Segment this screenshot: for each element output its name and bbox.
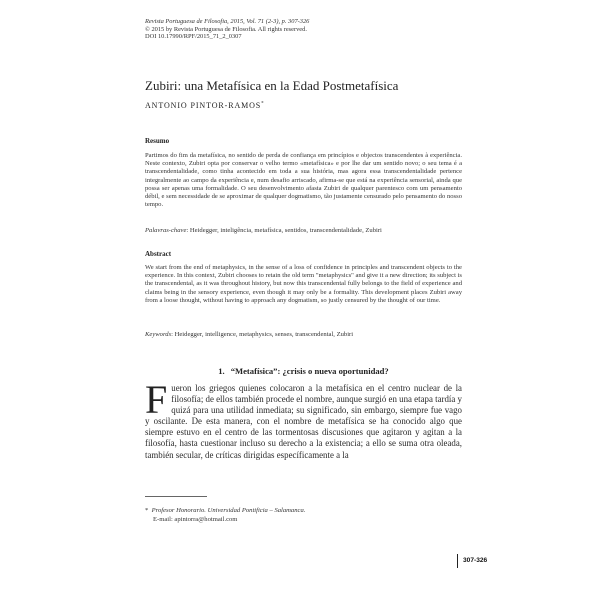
resumo-keywords-list: : Heidegger, inteligência, metafísica, sentidos, transcendentalidade, Zubiri	[186, 227, 382, 234]
page-number-bar	[457, 554, 458, 568]
footnote-email: E-mail: apintorra@hotmail.com	[153, 516, 238, 523]
author-footnote-marker: *	[261, 101, 264, 107]
resumo-keywords-label: Palavras-chave	[145, 227, 187, 234]
footnote-affiliation	[145, 506, 462, 515]
abstract-keywords-list: : Heidegger, intelligence, metaphysics, senses, transcendental, Zubiri	[171, 331, 354, 338]
footnote	[145, 506, 462, 524]
article-title: Zubiri: una Metafísica en la Edad Postmetafísica	[145, 78, 399, 93]
section-number: 1.	[218, 366, 225, 376]
footnote-role: Profesor Honorario.	[151, 507, 206, 514]
body-paragraph	[145, 377, 462, 461]
drop-cap: F	[145, 377, 168, 422]
copyright-line: © 2015 by Revista Portuguesa de Filosofia. All rights reserved.	[145, 25, 307, 33]
abstract-keywords	[145, 331, 462, 339]
abstract-heading: Abstract	[145, 250, 172, 258]
resumo-keywords	[145, 227, 462, 235]
section-heading	[145, 366, 462, 376]
footnote-institution: Universidad Pontificia – Salamanca.	[207, 507, 306, 514]
resumo-heading: Resumo	[145, 137, 170, 145]
abstract-keywords-label: Keywords	[145, 331, 172, 338]
footnote-divider	[145, 496, 207, 497]
footnote-marker: *	[145, 507, 149, 514]
resumo-text: Partimos do fim da metafísica, no sentido de perda de confiança em princípios e objectos transcendentes à experiência. Neste contexto, Zubiri opta por conservar o velho termo «metafísica» e por lhe dar um sentido novo; o seu tema é a transcendentalidade, como tinha acontecido em toda a sua história, mas agora essa transcendentalidade pertence integralmente ao campo da experiência e, num desafio arriscado, afirma-se que está na experiência sensorial, ainda que possa ser apenas uma formalidade. O seu desenvolvimento afasta Zubiri de qualquer parentesco com um pensamento débil, e sem necessidade de se aproximar de qualquer dogmatismo, tão justamente censurado pelo pensamento do nosso tempo.	[145, 152, 462, 209]
abstract-text: We start from the end of metaphysics, in the sense of a loss of confidence in principles and transcendent objects to the experience. In this context, Zubiri chooses to retain the old term "metaphysics" and give it a new direction; its subject is the transcendental, as it was throughout history, but now this transcendental fully belongs to the field of experience and claims being in the sensory experience, even though it may only be a formality. This development places Zubiri away from a loose thought, without having to approach any dogmatism, so justly censured by the thought of our time.	[145, 264, 462, 304]
doi-line: DOI 10.17990/RPF/2015_71_2_0307	[145, 33, 242, 41]
journal-citation: Revista Portuguesa de Filosofia, 2015, Vol. 71 (2-3), p. 307-326	[145, 18, 310, 25]
journal-metadata	[145, 18, 475, 41]
page-range: 307-326	[463, 557, 488, 564]
body-text: ueron los griegos quienes colocaron a la metafísica en el centro nuclear de la filosofía; de ellos también procede el nombre, aunque surgió en una etapa tardía y quizá para una utilidad inmediata; su significado, sin embargo, siempre fue vago y oscilante. De esta manera, con el nombre de metafísica se ha conocido algo que siempre estuvo en el centro de las tormentosas discusiones que agitaron y agitan a la filosofía, hasta cuestionar incluso su derecho a la existencia; a ello se suma otra oleada, también secular, de críticas dirigidas específicamente a la	[145, 383, 462, 460]
author-line	[145, 101, 264, 110]
section-title: “Metafísica”: ¿crisis o nueva oportunidad?	[230, 366, 389, 376]
author-name: ANTONIO PINTOR-RAMOS	[145, 101, 262, 110]
